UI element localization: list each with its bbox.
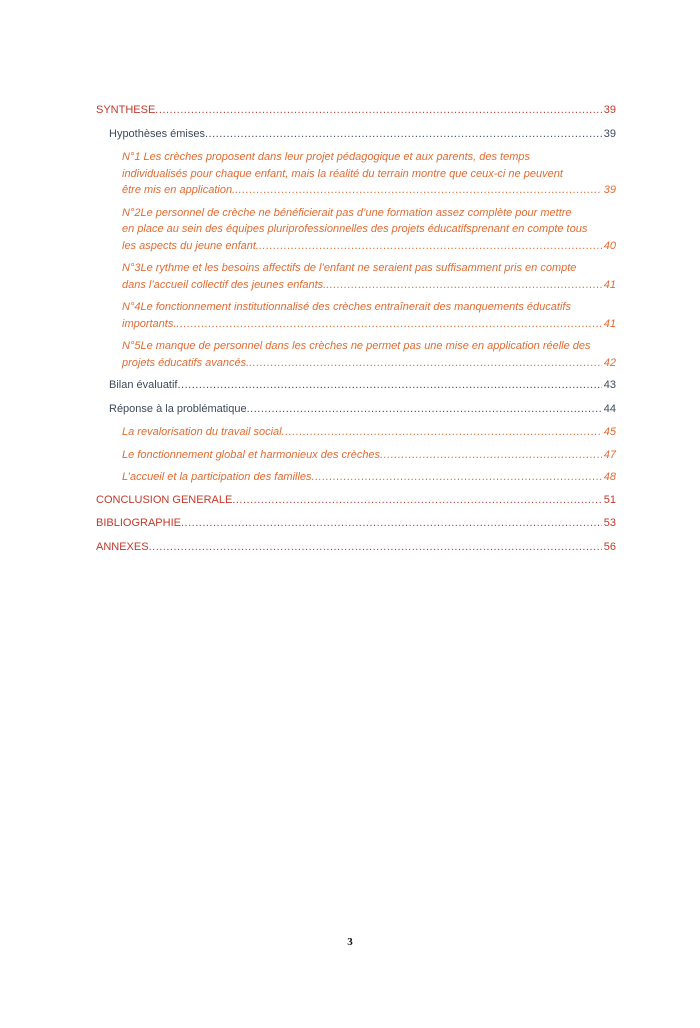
toc-entry-bibliographie[interactable] <box>96 515 616 532</box>
toc-page: 44 <box>603 402 616 415</box>
toc-label: L’accueil et la participation des familles <box>122 471 312 483</box>
toc-leader <box>282 424 602 441</box>
toc-label: Le fonctionnement global et harmonieux des crèches <box>122 448 381 461</box>
toc-leader <box>249 355 602 372</box>
toc-leader <box>247 401 602 418</box>
toc-leader <box>155 102 601 119</box>
toc-leader <box>176 316 601 333</box>
toc-label: SYNTHESE <box>96 104 156 116</box>
toc-label-line: être mis en application. <box>122 184 236 196</box>
toc-entry-hypothese-5[interactable] <box>96 338 616 371</box>
toc-label-line: les aspects du jeune enfant. <box>122 239 259 252</box>
toc-label-line: en place au sein des équipes pluriprofessionnelles des projets éducatifsprenant en compte tous <box>122 223 588 235</box>
toc-page: 41 <box>603 278 616 291</box>
toc-label: Bilan évaluatif <box>109 379 178 391</box>
toc-page: 39 <box>603 184 616 196</box>
toc-leader <box>149 539 602 556</box>
toc-entry-reponse[interactable] <box>96 401 616 418</box>
toc-label-line: N°2Le personnel de crèche ne bénéficierait pas d’une formation assez complète pour mettre <box>122 206 572 219</box>
toc-page: 40 <box>603 239 616 252</box>
toc-label: La revalorisation du travail social <box>122 426 282 438</box>
toc-label: Hypothèses émises <box>109 127 205 140</box>
toc-page: 53 <box>603 517 616 529</box>
toc-page: 47 <box>603 448 616 461</box>
toc-label: Réponse à la problématique <box>109 402 247 415</box>
toc-page: 48 <box>603 471 616 483</box>
toc-leader <box>205 126 602 143</box>
toc-label-line: dans l’accueil collectif des jeunes enfants. <box>122 278 327 291</box>
page-number: 3 <box>347 936 353 948</box>
toc-entry-hypothese-3[interactable] <box>96 260 616 293</box>
toc-entry-revalorisation[interactable] <box>96 424 616 441</box>
toc-page: 42 <box>603 356 616 369</box>
toc-label-line: N°1 Les crèches proposent dans leur projet pédagogique et aux parents, des temps <box>122 151 530 163</box>
toc-leader <box>312 469 602 486</box>
toc-leader <box>181 515 602 532</box>
toc-entry-conclusion[interactable] <box>96 492 616 509</box>
toc-label-line: N°4Le fonctionnement institutionnalisé des crèches entraînerait des manquements éducatifs <box>122 301 571 313</box>
toc-entry-fonctionnement[interactable] <box>96 447 616 464</box>
toc-leader <box>232 492 601 509</box>
toc-page: 43 <box>603 379 616 391</box>
toc-entry-hypotheses[interactable] <box>96 126 616 143</box>
toc-entry-hypothese-4[interactable] <box>96 299 616 332</box>
toc-entry-hypothese-2[interactable] <box>96 205 616 255</box>
toc-page: 51 <box>603 493 616 506</box>
toc-page: 39 <box>603 127 616 140</box>
toc-entry-annexes[interactable] <box>96 539 616 556</box>
toc-label-line: individualisés pour chaque enfant, mais la réalité du terrain montre que ceux-ci ne peuvent <box>122 167 563 180</box>
toc-label: CONCLUSION GENERALE <box>96 493 233 506</box>
toc-label: BIBLIOGRAPHIE <box>96 517 181 529</box>
toc-entry-hypothese-1[interactable] <box>96 149 616 199</box>
toc-page: 45 <box>603 426 616 438</box>
toc-entry-synthese[interactable] <box>96 102 616 119</box>
table-of-contents <box>96 102 616 562</box>
toc-entry-accueil-familles[interactable] <box>96 469 616 486</box>
toc-leader <box>326 277 602 294</box>
toc-page: 39 <box>603 104 616 116</box>
toc-leader <box>259 238 602 255</box>
toc-entry-bilan[interactable] <box>96 377 616 394</box>
toc-label-line: N°5Le manque de personnel dans les crèches ne permet pas une mise en application réelle des <box>122 340 591 352</box>
toc-leader <box>235 182 602 199</box>
toc-label-line: projets éducatifs avancés. <box>122 356 250 369</box>
toc-label-line: N°3Le rythme et les besoins affectifs de l’enfant ne seraient pas suffisamment pris en compte <box>122 262 577 274</box>
toc-label-line: importants. <box>122 317 177 330</box>
toc-page: 41 <box>603 317 616 330</box>
toc-page: 56 <box>603 540 616 553</box>
toc-leader <box>178 377 602 394</box>
toc-label: ANNEXES <box>96 540 149 553</box>
toc-leader <box>380 447 602 464</box>
